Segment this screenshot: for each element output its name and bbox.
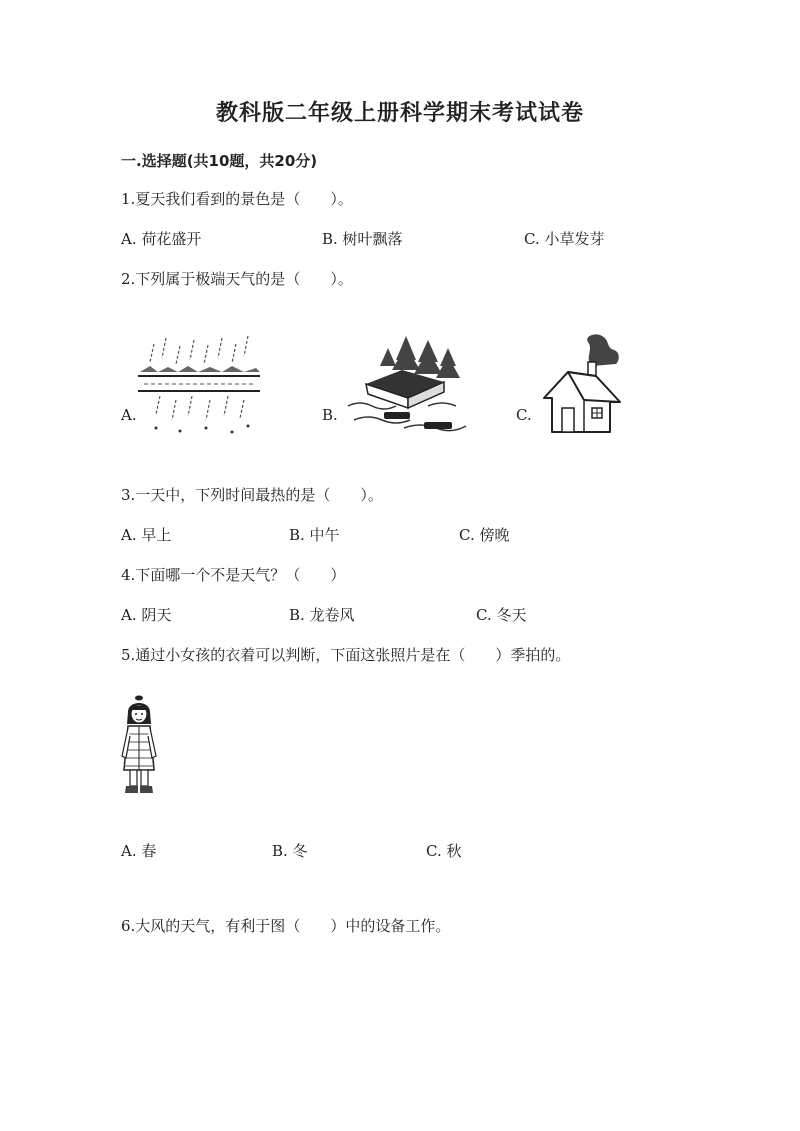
q5-option-c[interactable]: C. 秋 xyxy=(426,842,462,860)
question-4: 4.下面哪一个不是天气？（ ） xyxy=(121,566,346,584)
question-1: 1.夏天我们看到的景色是（ ）。 xyxy=(121,190,353,208)
house-chimney-smoke-illustration xyxy=(540,332,624,436)
q2-option-b[interactable]: B. xyxy=(322,406,338,424)
rain-storm-illustration xyxy=(136,336,262,436)
q4-option-a[interactable]: A. 阴天 xyxy=(121,606,172,624)
q2-option-a[interactable]: A. xyxy=(121,406,137,424)
q5-option-a[interactable]: A. 春 xyxy=(121,842,157,860)
question-2: 2.下列属于极端天气的是（ ）。 xyxy=(121,270,353,288)
question-3: 3.一天中，下列时间最热的是（ ）。 xyxy=(121,486,383,504)
q3-option-a[interactable]: A. 早上 xyxy=(121,526,172,544)
q3-option-b[interactable]: B. 中午 xyxy=(289,526,340,544)
q4-option-c[interactable]: C. 冬天 xyxy=(476,606,527,624)
exam-title: 教科版二年级上册科学期末考试试卷 xyxy=(215,101,584,126)
q1-option-a[interactable]: A. 荷花盛开 xyxy=(121,230,202,248)
section-heading: 一.选择题(共10题，共20分) xyxy=(121,152,318,170)
q1-option-b[interactable]: B. 树叶飘落 xyxy=(322,230,403,248)
q2-option-c[interactable]: C. xyxy=(516,406,532,424)
question-5: 5.通过小女孩的衣着可以判断，下面这张照片是在（ ）季拍的。 xyxy=(121,646,571,664)
flood-illustration xyxy=(344,334,468,438)
question-6: 6.大风的天气，有利于图（ ）中的设备工作。 xyxy=(121,917,451,935)
q3-option-c[interactable]: C. 傍晚 xyxy=(459,526,510,544)
q5-option-b[interactable]: B. 冬 xyxy=(272,842,308,860)
q1-option-c[interactable]: C. 小草发芽 xyxy=(524,230,605,248)
q4-option-b[interactable]: B. 龙卷风 xyxy=(289,606,355,624)
girl-in-winter-coat-illustration xyxy=(120,696,158,798)
